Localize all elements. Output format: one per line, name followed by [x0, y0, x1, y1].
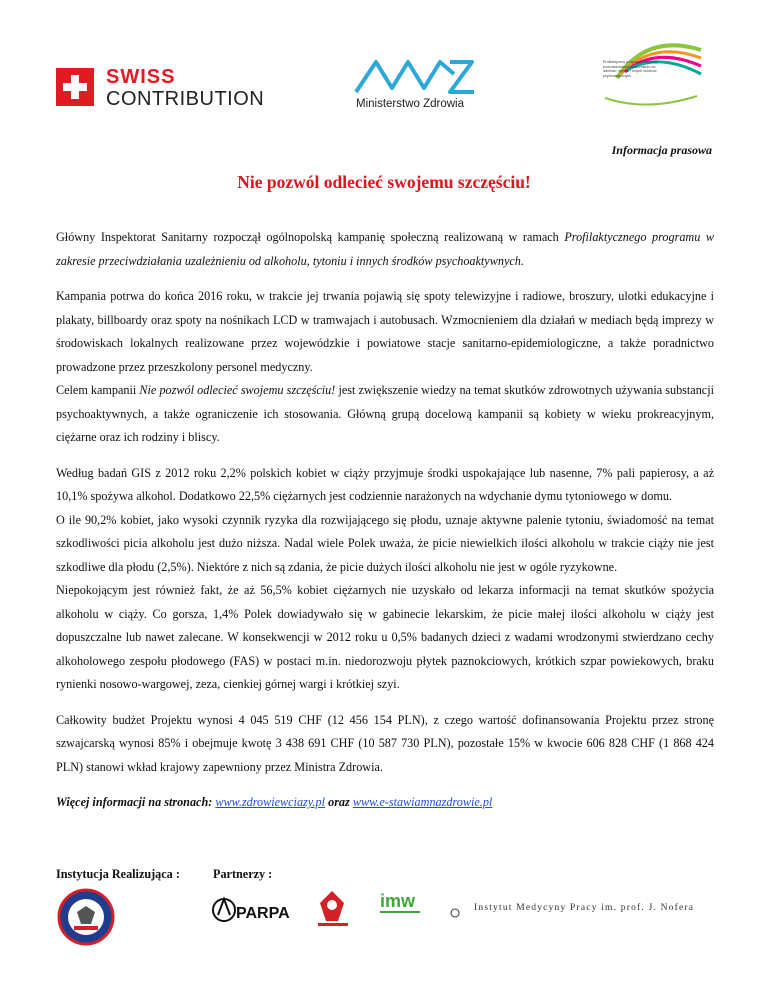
goal-text-a: Celem kampanii: [56, 383, 140, 397]
mz-caption: Ministerstwo Zdrowia: [356, 98, 464, 110]
nofer-institute-logo: Instytut Medycyny Pracy im. prof. J. Nofera: [474, 903, 695, 913]
sanitary-inspection-seal-icon: [57, 888, 115, 946]
partners-label: Partnerzy :: [213, 867, 273, 881]
ministry-of-health-logo: [350, 54, 490, 118]
paragraph-intro: [56, 226, 714, 273]
more-info: [56, 791, 714, 815]
more-info-separator: oraz: [325, 795, 353, 809]
paragraph-campaign: Kampania potrwa do końca 2016 roku, w trakcie jej trwania pojawią się spoty telewizyjne i radiowe, broszury, ulotki edukacyjne i plakaty, billboardy oraz spoty na nośnikach LCD w tramwajach i autobusach. Wzmocnieniem dla działań w mediach będą imprezy w środowiskach lokalnych realizowane przez wojewódzkie i powiatowe stacje sanitarno-epidemiologiczne, a także poradnictwo prowadzone przez przeszkolony personel medyczny.: [56, 289, 714, 374]
partner-logos-icon: [210, 885, 460, 933]
more-info-label: Więcej informacji na stronach:: [56, 795, 216, 809]
program-logo: [597, 28, 705, 114]
swiss-logo-line1: SWISS: [106, 66, 176, 88]
state-sanitary-inspection-emblem: [57, 888, 115, 946]
intro-text: Główny Inspektorat Sanitarny rozpoczął ogólnopolską kampanię społeczną realizowaną w ramach: [56, 230, 565, 244]
program-name: Profilaktycznego programu w zakresie przeciwdziałania uzależnieniu od alkoholu, tytoniu i innych środków psychoaktywnych.: [56, 230, 714, 268]
mz-mark-icon: [350, 54, 480, 98]
paragraph-budget: Całkowity budżet Projektu wynosi 4 045 519 CHF (12 456 154 PLN), z czego wartość dofinansowania Projektu przez stronę szwajcarską wynosi 85% i obejmuje kwotę 3 438 691 CHF (10 587 730 PLN), pozostałe 15% w kwocie 606 828 CHF (1 868 424 PLN) stanowi wkład krajowy zapewniony przez Ministra Zdrowia.: [56, 712, 714, 774]
press-release-body: [56, 226, 714, 815]
swiss-contribution-logo: [56, 68, 266, 114]
link-zdrowiewciazy[interactable]: www.zdrowiewciazy.pl: [215, 795, 326, 809]
campaign-name: Nie pozwól odlecieć swojemu szczęściu!: [139, 383, 336, 397]
swiss-flag-icon: [56, 68, 94, 106]
page-title: Nie pozwól odlecieć swojemu szczęściu!: [237, 172, 531, 192]
swiss-logo-line2: CONTRIBUTION: [106, 88, 265, 110]
parpa-logo-text: PARPA: [236, 905, 290, 922]
program-logo-text: Profilaktyczny program w zakresie przeciwdziałania uzależnieniu od alkoholu, tytoniu i innych środków psychoaktywnych: [603, 60, 658, 78]
implementing-institution-label: Instytucja Realizująca :: [56, 867, 180, 881]
paragraph-awareness: O ile 90,2% kobiet, jako wysoki czynnik ryzyka dla rozwijającego się płodu, uznaje aktywne palenie tytoniu, świadomość na temat szkodliwości picia alkoholu jest dużo niższa. Nadal wiele Polek uważa, że picie niewielkich ilości alkoholu w trakcie ciąży nie jest szkodliwe dla płodu (2,5%). Niektóre z nich są zdania, że picie dużych ilości alkoholu nie jest w ogóle ryzykowne.: [56, 512, 714, 574]
goal-text-c: jest zwiększenie wiedzy na temat skutków zdrowotnych używania substancji psychoaktywnych, a także ograniczenie ich stosowania. Główną grupą docelową kampanii są kobiety w wieku prokreacyjnym, ciężarne oraz ich rodziny i bliscy.: [56, 383, 714, 444]
paragraph-fas: Niepokojącym jest również fakt, że aż 56,5% kobiet ciężarnych nie uzyskało od lekarza informacji na temat skutków spożycia alkoholu w ciąży. Co gorsza, 1,4% Polek dowiadywało się w gabinecie lekarskim, że picie małej ilości alkoholu w ciąży jest dopuszczalne lub nawet zalecane. W konsekwencji w 2012 roku u 0,5% badanych dzieci z wadami wrodzonymi stwierdzano cechy alkoholowego zespołu płodowego (FAS) w postaci m.in. niedorozwoju płytek paznokciowych, krótkich szpar powiekowych, braku rynienki nosowo-wargowej, zeza, cienkiej górnej wargi i krótkiej szyi.: [56, 583, 714, 691]
document-type: Informacja prasowa: [611, 143, 712, 157]
imw-logo-text: imw: [380, 891, 416, 911]
link-stawiamnazdrowie[interactable]: www.e-stawiamnazdrowie.pl: [352, 795, 493, 809]
paragraph-goal: [56, 379, 714, 450]
paragraph-gis-study: Według badań GIS z 2012 roku 2,2% polskich kobiet w ciąży przyjmuje środki uspokajające lub nasenne, 7% pali papierosy, a aż 10,1% spożywa alkohol. Dodatkowo 22,5% ciężarnych jest codziennie narażonych na wdychanie dymu tytoniowego w domu.: [56, 465, 714, 503]
